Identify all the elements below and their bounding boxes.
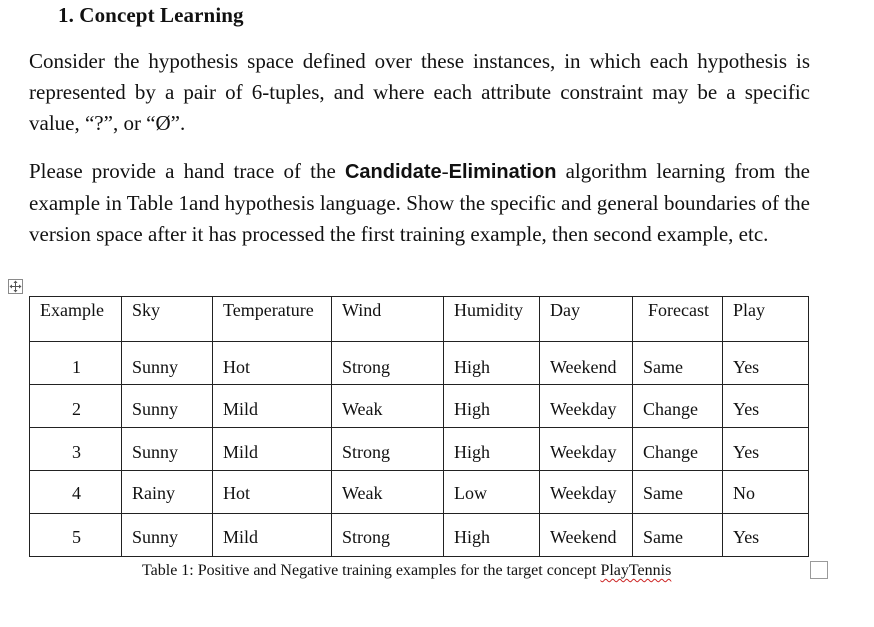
header-wind: Wind (332, 297, 444, 342)
header-day: Day (540, 297, 633, 342)
cell-forecast: Change (633, 428, 723, 471)
cell-forecast: Change (633, 385, 723, 428)
cell-example: 4 (30, 471, 122, 514)
cell-wind: Strong (332, 514, 444, 557)
cell-day: Weekend (540, 342, 633, 385)
square-outline-icon (810, 561, 828, 579)
cell-humidity: High (444, 428, 540, 471)
table-caption (142, 562, 671, 580)
table-row (30, 385, 809, 428)
cell-wind: Strong (332, 428, 444, 471)
header-humidity: Humidity (444, 297, 540, 342)
cell-humidity: High (444, 342, 540, 385)
cell-forecast: Same (633, 342, 723, 385)
cell-humidity: Low (444, 471, 540, 514)
paragraph-text-after: algorithm learning from the example in Table 1and hypothesis language. Show the specific and general boundaries of the version space after it has processed the first training example, then second example, etc. (29, 159, 810, 246)
paragraph-instructions (29, 156, 810, 250)
paragraph-hypothesis-space: Consider the hypothesis space defined over these instances, in which each hypothesis is represented by a pair of 6-tuples, and where each attribute constraint may be a specific value, “?”, or “Ø”. (29, 49, 810, 135)
move-arrows-icon (9, 280, 22, 293)
spellcheck-flagged-word: PlayTennis (600, 562, 672, 579)
table-row (30, 471, 809, 514)
cell-example: 1 (30, 342, 122, 385)
cell-temperature: Mild (213, 428, 332, 471)
cell-sky: Sunny (122, 514, 213, 557)
cell-sky: Sunny (122, 342, 213, 385)
cell-wind: Weak (332, 385, 444, 428)
table-row (30, 342, 809, 385)
cell-temperature: Hot (213, 342, 332, 385)
cell-wind: Strong (332, 342, 444, 385)
table-move-handle[interactable] (8, 279, 23, 294)
cell-humidity: High (444, 385, 540, 428)
cell-play: Yes (723, 514, 809, 557)
cell-play: Yes (723, 385, 809, 428)
cell-play: Yes (723, 342, 809, 385)
table-header-row (30, 297, 809, 342)
cell-day: Weekday (540, 428, 633, 471)
cell-temperature: Hot (213, 471, 332, 514)
cell-forecast: Same (633, 471, 723, 514)
cell-day: Weekend (540, 514, 633, 557)
training-examples-table (29, 296, 809, 557)
cell-temperature: Mild (213, 385, 332, 428)
table-row (30, 428, 809, 471)
cell-example: 2 (30, 385, 122, 428)
header-sky: Sky (122, 297, 213, 342)
header-temperature: Temperature (213, 297, 332, 342)
cell-play: No (723, 471, 809, 514)
cell-example: 5 (30, 514, 122, 557)
hyphen: - (441, 159, 449, 183)
paragraph-text-before: Please provide a hand trace of the (29, 159, 345, 183)
cell-wind: Weak (332, 471, 444, 514)
header-play: Play (723, 297, 809, 342)
cell-sky: Sunny (122, 428, 213, 471)
cell-day: Weekday (540, 385, 633, 428)
cell-forecast: Same (633, 514, 723, 557)
header-forecast: Forecast (633, 297, 723, 342)
cell-day: Weekday (540, 471, 633, 514)
bold-candidate: Candidate (344, 161, 442, 183)
cell-sky: Sunny (122, 385, 213, 428)
table-row (30, 514, 809, 557)
caption-text: Table 1: Positive and Negative training examples for the target concept (142, 562, 601, 579)
bold-elimination: Elimination (448, 161, 557, 183)
cell-sky: Rainy (122, 471, 213, 514)
cell-temperature: Mild (213, 514, 332, 557)
cell-example: 3 (30, 428, 122, 471)
cell-play: Yes (723, 428, 809, 471)
header-example: Example (30, 297, 122, 342)
cell-humidity: High (444, 514, 540, 557)
section-heading: 1. Concept Learning (58, 3, 244, 27)
